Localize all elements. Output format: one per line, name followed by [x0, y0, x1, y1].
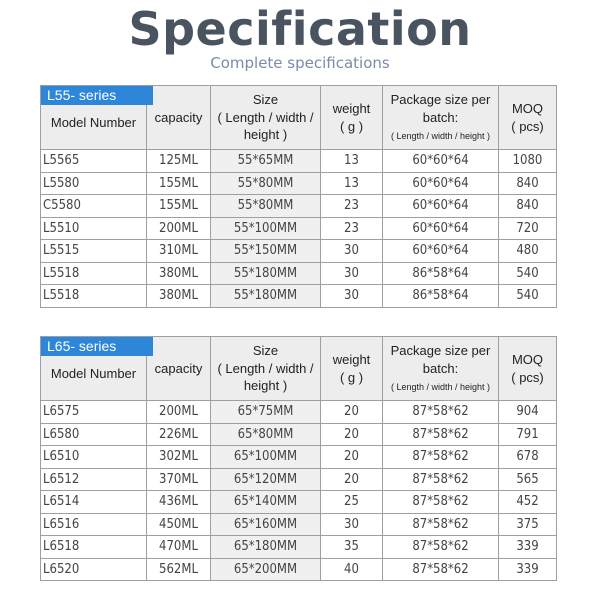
moq-cell: 904	[499, 401, 557, 424]
model-header-label: Model Number	[50, 114, 137, 130]
moq-cell: 540	[499, 262, 557, 285]
table-row	[41, 513, 557, 536]
weight-cell: 40	[321, 558, 383, 581]
package-cell: 60*60*64	[383, 217, 499, 240]
package-header-sub: ( Length / width / height )	[390, 131, 491, 142]
moq-header-unit: ( pcs)	[511, 369, 544, 385]
weight-header	[321, 86, 383, 150]
spec-table-l55	[40, 85, 557, 308]
size-cell: 65*180MM	[211, 536, 321, 559]
package-cell: 60*60*64	[383, 195, 499, 218]
weight-cell: 35	[321, 536, 383, 559]
package-cell: 87*58*62	[383, 468, 499, 491]
model-cell: L6512	[41, 468, 147, 491]
size-cell: 65*200MM	[211, 558, 321, 581]
weight-cell: 25	[321, 491, 383, 514]
moq-header-unit: ( pcs)	[511, 118, 544, 134]
package-cell: 87*58*62	[383, 491, 499, 514]
weight-header	[321, 337, 383, 401]
package-header-label: Package size per batch:	[390, 92, 491, 125]
model-cell: L6520	[41, 558, 147, 581]
page-title: Specification	[128, 2, 472, 56]
size-cell: 55*80MM	[211, 195, 321, 218]
model-cell: L5518	[41, 262, 147, 285]
model-cell: L5515	[41, 240, 147, 263]
size-cell: 55*180MM	[211, 262, 321, 285]
capacity-cell: 125ML	[147, 150, 211, 173]
package-cell: 60*60*64	[383, 172, 499, 195]
model-cell: L5580	[41, 172, 147, 195]
moq-header	[499, 337, 557, 401]
moq-cell: 678	[499, 446, 557, 469]
size-cell: 55*150MM	[211, 240, 321, 263]
package-header-label: Package size per batch:	[390, 343, 491, 376]
package-header	[383, 337, 499, 401]
weight-cell: 30	[321, 240, 383, 263]
table-row	[41, 423, 557, 446]
weight-cell: 23	[321, 195, 383, 218]
size-cell: 55*180MM	[211, 285, 321, 308]
weight-cell: 30	[321, 513, 383, 536]
package-cell: 87*58*62	[383, 446, 499, 469]
size-header-sub: ( Length / width / height )	[217, 109, 314, 143]
size-cell: 65*140MM	[211, 491, 321, 514]
weight-cell: 30	[321, 285, 383, 308]
moq-cell: 840	[499, 195, 557, 218]
size-cell: 65*80MM	[211, 423, 321, 446]
capacity-cell: 450ML	[147, 513, 211, 536]
weight-cell: 20	[321, 468, 383, 491]
moq-header-label: MOQ	[511, 351, 544, 367]
capacity-header: capacity	[147, 86, 211, 150]
header-row	[41, 86, 557, 150]
spec-table-l65	[40, 336, 557, 581]
size-cell: 55*80MM	[211, 172, 321, 195]
weight-header-label: weight	[332, 100, 371, 116]
size-header-label: Size	[252, 92, 279, 108]
package-header	[383, 86, 499, 150]
capacity-cell: 380ML	[147, 285, 211, 308]
table-row	[41, 150, 557, 173]
weight-cell: 13	[321, 150, 383, 173]
size-cell: 65*160MM	[211, 513, 321, 536]
table-row	[41, 285, 557, 308]
model-cell: L6514	[41, 491, 147, 514]
table-row	[41, 401, 557, 424]
capacity-cell: 370ML	[147, 468, 211, 491]
package-header-sub: ( Length / width / height )	[390, 382, 491, 393]
capacity-cell: 470ML	[147, 536, 211, 559]
moq-cell: 791	[499, 423, 557, 446]
table-row	[41, 536, 557, 559]
model-cell: L6516	[41, 513, 147, 536]
weight-header-label: weight	[332, 351, 371, 367]
model-cell: L5510	[41, 217, 147, 240]
capacity-cell: 155ML	[147, 172, 211, 195]
size-cell: 55*65MM	[211, 150, 321, 173]
weight-cell: 20	[321, 423, 383, 446]
package-cell: 87*58*62	[383, 423, 499, 446]
size-cell: 55*100MM	[211, 217, 321, 240]
page-subtitle: Complete specifications	[210, 54, 390, 72]
table-row	[41, 195, 557, 218]
weight-cell: 23	[321, 217, 383, 240]
table-row	[41, 240, 557, 263]
moq-cell: 1080	[499, 150, 557, 173]
size-cell: 65*75MM	[211, 401, 321, 424]
moq-cell: 540	[499, 285, 557, 308]
series-label: L65- series	[41, 337, 153, 356]
capacity-cell: 302ML	[147, 446, 211, 469]
model-cell: L6580	[41, 423, 147, 446]
model-cell: L6575	[41, 401, 147, 424]
moq-header-label: MOQ	[511, 100, 544, 116]
moq-cell: 565	[499, 468, 557, 491]
weight-header-unit: ( g )	[339, 118, 364, 134]
capacity-cell: 436ML	[147, 491, 211, 514]
size-cell: 65*100MM	[211, 446, 321, 469]
model-cell: L6510	[41, 446, 147, 469]
model-cell: L5565	[41, 150, 147, 173]
capacity-cell: 562ML	[147, 558, 211, 581]
weight-cell: 20	[321, 401, 383, 424]
table-row	[41, 262, 557, 285]
moq-cell: 720	[499, 217, 557, 240]
model-cell: L5518	[41, 285, 147, 308]
capacity-cell: 380ML	[147, 262, 211, 285]
moq-cell: 452	[499, 491, 557, 514]
capacity-cell: 200ML	[147, 217, 211, 240]
package-cell: 86*58*64	[383, 262, 499, 285]
moq-cell: 840	[499, 172, 557, 195]
capacity-header: capacity	[147, 337, 211, 401]
capacity-cell: 310ML	[147, 240, 211, 263]
package-cell: 60*60*64	[383, 240, 499, 263]
table-row	[41, 446, 557, 469]
package-cell: 87*58*62	[383, 401, 499, 424]
model-cell: C5580	[41, 195, 147, 218]
package-cell: 87*58*62	[383, 536, 499, 559]
moq-cell: 375	[499, 513, 557, 536]
package-cell: 87*58*62	[383, 558, 499, 581]
weight-cell: 13	[321, 172, 383, 195]
package-cell: 87*58*62	[383, 513, 499, 536]
capacity-cell: 200ML	[147, 401, 211, 424]
capacity-cell: 226ML	[147, 423, 211, 446]
moq-cell: 339	[499, 558, 557, 581]
size-header-sub: ( Length / width / height )	[217, 360, 314, 394]
header-row	[41, 337, 557, 401]
size-cell: 65*120MM	[211, 468, 321, 491]
moq-cell: 480	[499, 240, 557, 263]
package-cell: 60*60*64	[383, 150, 499, 173]
moq-header	[499, 86, 557, 150]
model-header	[41, 86, 147, 150]
moq-cell: 339	[499, 536, 557, 559]
series-label: L55- series	[41, 86, 153, 105]
weight-cell: 20	[321, 446, 383, 469]
weight-cell: 30	[321, 262, 383, 285]
size-header-label: Size	[252, 343, 279, 359]
weight-header-unit: ( g )	[339, 369, 364, 385]
model-header-label: Model Number	[50, 365, 137, 381]
table-row	[41, 468, 557, 491]
capacity-cell: 155ML	[147, 195, 211, 218]
package-cell: 86*58*64	[383, 285, 499, 308]
table-row	[41, 491, 557, 514]
table-row	[41, 172, 557, 195]
table-row	[41, 558, 557, 581]
model-cell: L6518	[41, 536, 147, 559]
model-header	[41, 337, 147, 401]
size-header	[211, 86, 321, 150]
size-header	[211, 337, 321, 401]
table-row	[41, 217, 557, 240]
